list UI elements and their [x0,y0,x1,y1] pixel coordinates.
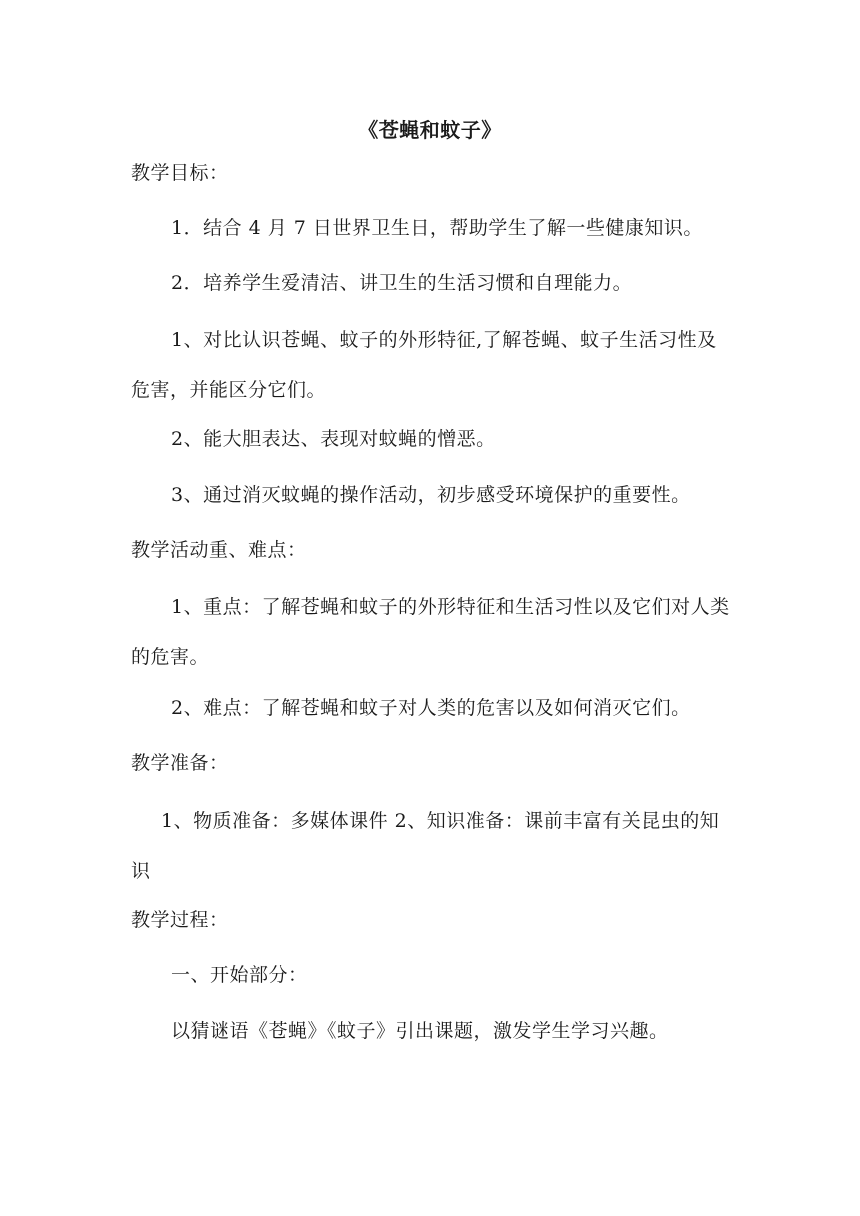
document-title: 《苍蝇和蚊子》 [358,118,502,142]
heading-key-points: 教学活动重、难点： [131,539,307,561]
objective-2: 2、能大胆表达、表现对蚊蝇的憎恶。 [171,428,496,450]
process-part-1-text: 以猜谜语《苍蝇》《蚊子》引出课题，激发学生学习兴趣。 [171,1020,669,1042]
goal-1: 1．结合 4 月 7 日世界卫生日，帮助学生了解一些健康知识。 [171,217,703,239]
objective-1: 1、对比认识苍蝇、蚊子的外形特征,了解苍蝇、蚊子生活习性及危害，并能区分它们。 [131,329,717,401]
objective-3: 3、通过消灭蚊蝇的操作活动，初步感受环境保护的重要性。 [171,484,691,506]
heading-goals: 教学目标： [131,162,229,184]
preparation: 1、物质准备：多媒体课件 2、知识准备：课前丰富有关昆虫的知识 [131,810,720,882]
difficult-point: 2、难点：了解苍蝇和蚊子对人类的危害以及如何消灭它们。 [171,697,691,719]
process-part-1: 一、开始部分： [171,964,308,986]
key-point: 1、重点：了解苍蝇和蚊子的外形特征和生活习性以及它们对人类的危害。 [131,596,730,668]
goal-2: 2．培养学生爱清洁、讲卫生的生活习惯和自理能力。 [171,272,633,294]
heading-process: 教学过程： [131,909,229,931]
heading-preparation: 教学准备： [131,752,229,774]
